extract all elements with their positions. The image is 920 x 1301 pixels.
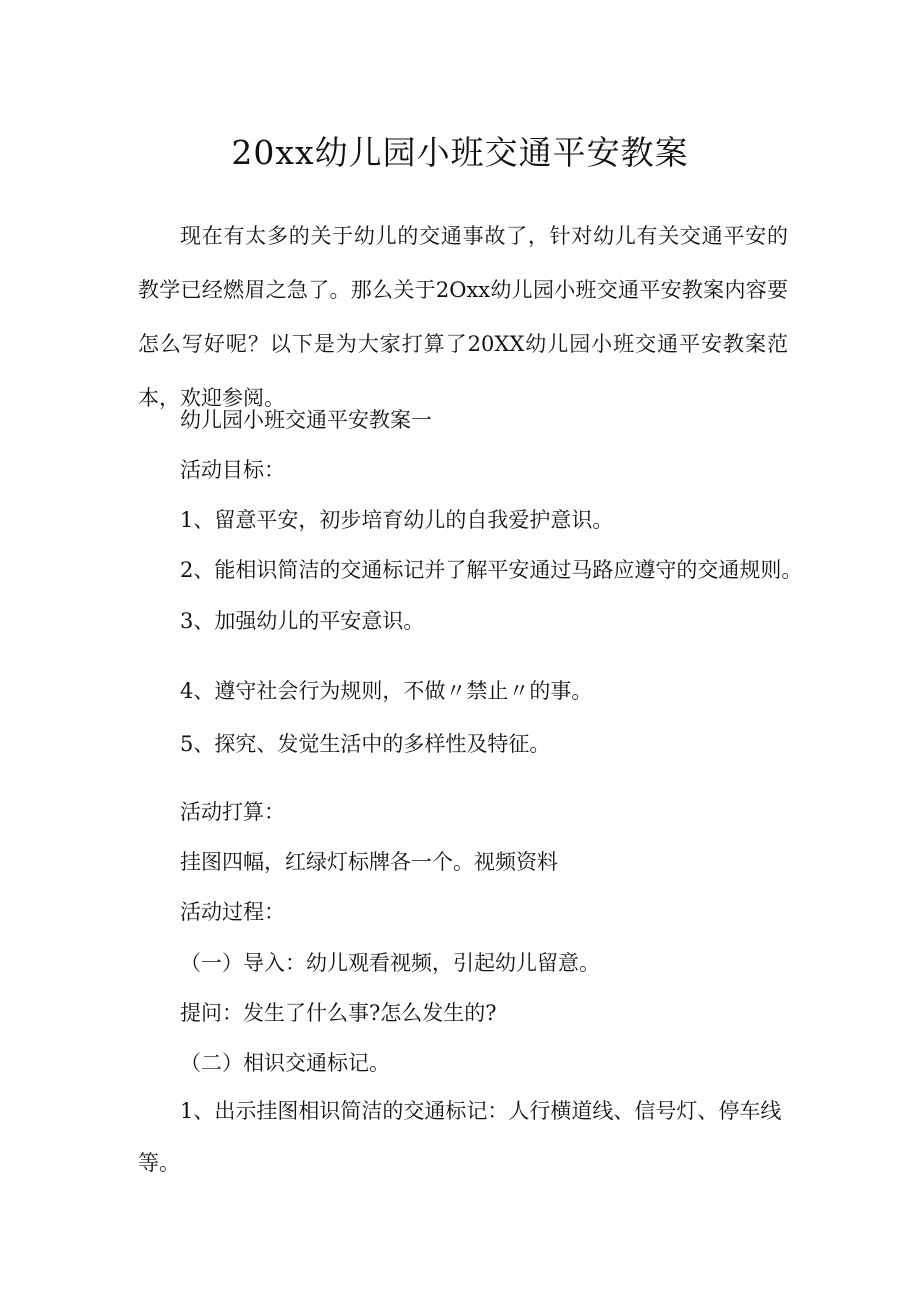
goal-item-3: 3、加强幼儿的平安意识。 (180, 609, 425, 633)
goal-item-5: 5、探究、发觉生活中的多样性及特征。 (180, 732, 551, 756)
process-heading: 活动过程： (180, 900, 285, 924)
goals-heading: 活动目标： (180, 458, 285, 482)
intro-paragraph: 现在有太多的关于幼儿的交通事故了，针对幼儿有关交通平安的教学已经燃眉之急了。那么关于2Oxx幼儿园小班交通平安教案内容要怎么写好呢？以下是为大家打算了20XX幼儿园小班交通平安教案范本，欢迎参阅。 (138, 224, 788, 410)
process-step-1: （一）导入：幼儿观看视频，引起幼儿留意。 (180, 951, 600, 975)
process-step-2: （二）相识交通标记。 (180, 1051, 390, 1075)
prep-text: 挂图四幅，红绿灯标牌各一个。视频资料 (180, 850, 558, 874)
section-title: 幼儿园小班交通平安教案一 (180, 408, 432, 432)
process-question: 提问：发生了什么事?怎么发生的? (180, 1001, 497, 1025)
document-title: 20xx幼儿园小班交通平安教案 (231, 133, 689, 172)
prep-heading: 活动打算： (180, 800, 285, 824)
goal-item-2: 2、能相识简洁的交通标记并了解平安通过马路应遵守的交通规则。 (180, 558, 803, 582)
goal-item-1: 1、留意平安，初步培育幼儿的自我爱护意识。 (180, 508, 614, 532)
process-item-1: 1、出示挂图相识简洁的交通标记：人行横道线、信号灯、停车线等。 (138, 1099, 782, 1175)
goal-item-4: 4、遵守社会行为规则，不做〃禁止〃的事。 (180, 679, 593, 703)
